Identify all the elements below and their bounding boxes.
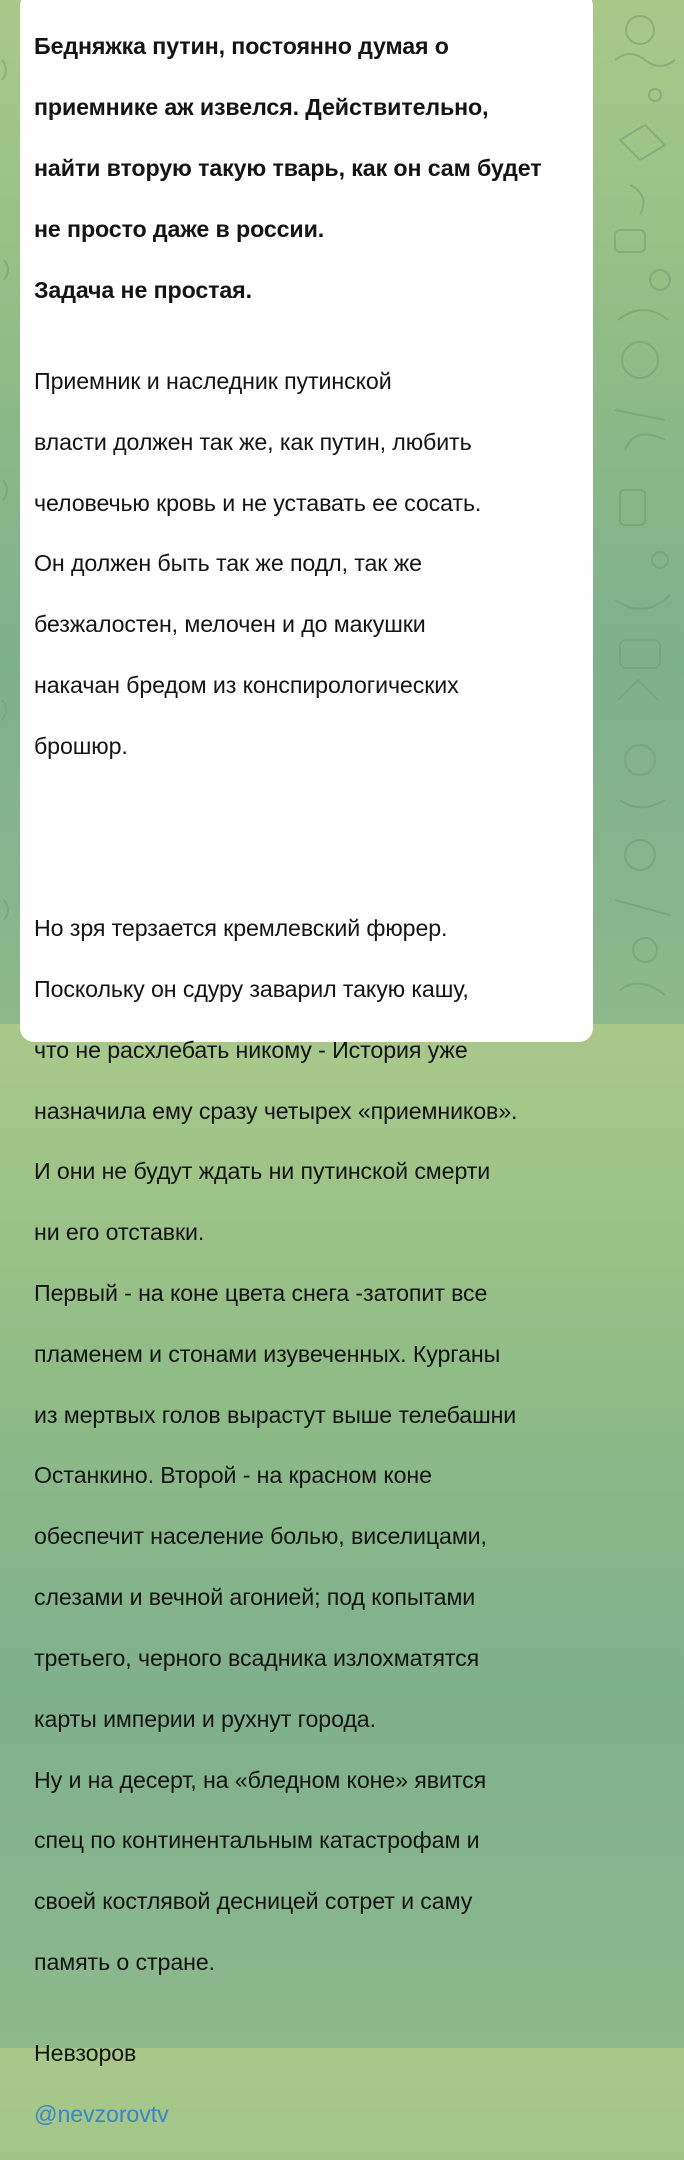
message-line: назначила ему сразу четырех «приемников». <box>34 1097 518 1124</box>
message-line: Он должен быть так же подл, так же <box>34 550 422 577</box>
message-line: карты империи и рухнут города. <box>34 1705 376 1732</box>
message-signature: Невзоров <box>34 2040 137 2067</box>
message-line: накачан бредом из конспирологических <box>34 671 459 698</box>
message-text <box>34 1 594 2160</box>
message-bold-line: Задача не простая. <box>34 276 252 303</box>
message-bold-line: не просто даже в россии. <box>34 215 325 242</box>
message-line: власти должен так же, как путин, любить <box>34 428 472 455</box>
message-line: что не расхлебать никому - История уже <box>34 1036 468 1063</box>
message-line: обеспечит население болью, виселицами, <box>34 1523 487 1550</box>
message-line: своей костлявой десницей сотрет и саму <box>34 1888 473 1915</box>
message-bold-line: приемнике аж извелся. Действительно, <box>34 94 489 121</box>
message-line: спец по континентальным катастрофам и <box>34 1827 480 1854</box>
message-line: из мертвых голов вырастут выше телебашни <box>34 1401 517 1428</box>
message-line: третьего, черного всадника излохматятся <box>34 1644 480 1671</box>
message-line: ни его отставки. <box>34 1219 205 1246</box>
message-line: Первый - на коне цвета снега -затопит все <box>34 1280 488 1307</box>
message-line: Но зря терзается кремлевский фюрер. <box>34 915 448 942</box>
message-line: слезами и вечной агонией; под копытами <box>34 1584 476 1611</box>
channel-mention-link[interactable]: @nevzorovtv <box>34 2101 169 2128</box>
message-line: Приемник и наследник путинской <box>34 367 392 394</box>
message-line: память о стране. <box>34 1948 215 1975</box>
message-line: И они не будут ждать ни путинской смерти <box>34 1158 491 1185</box>
message-line: человечью кровь и не уставать ее сосать. <box>34 489 482 516</box>
message-line: брошюр. <box>34 732 128 759</box>
message-line: Останкино. Второй - на красном коне <box>34 1462 432 1489</box>
message-line: Поскольку он сдуру заварил такую кашу, <box>34 975 469 1002</box>
message-bold-line: найти вторую такую тварь, как он сам будет <box>34 155 542 182</box>
message-bold-line: Бедняжка путин, постоянно думая о <box>34 33 449 60</box>
message-line: безжалостен, мелочен и до макушки <box>34 611 426 638</box>
message-line: Ну и на десерт, на «бледном коне» явится <box>34 1766 487 1793</box>
message-bubble[interactable] <box>20 0 593 2128</box>
paragraph-gap <box>34 822 594 852</box>
message-line: пламенем и стонами изувеченных. Курганы <box>34 1340 501 1367</box>
